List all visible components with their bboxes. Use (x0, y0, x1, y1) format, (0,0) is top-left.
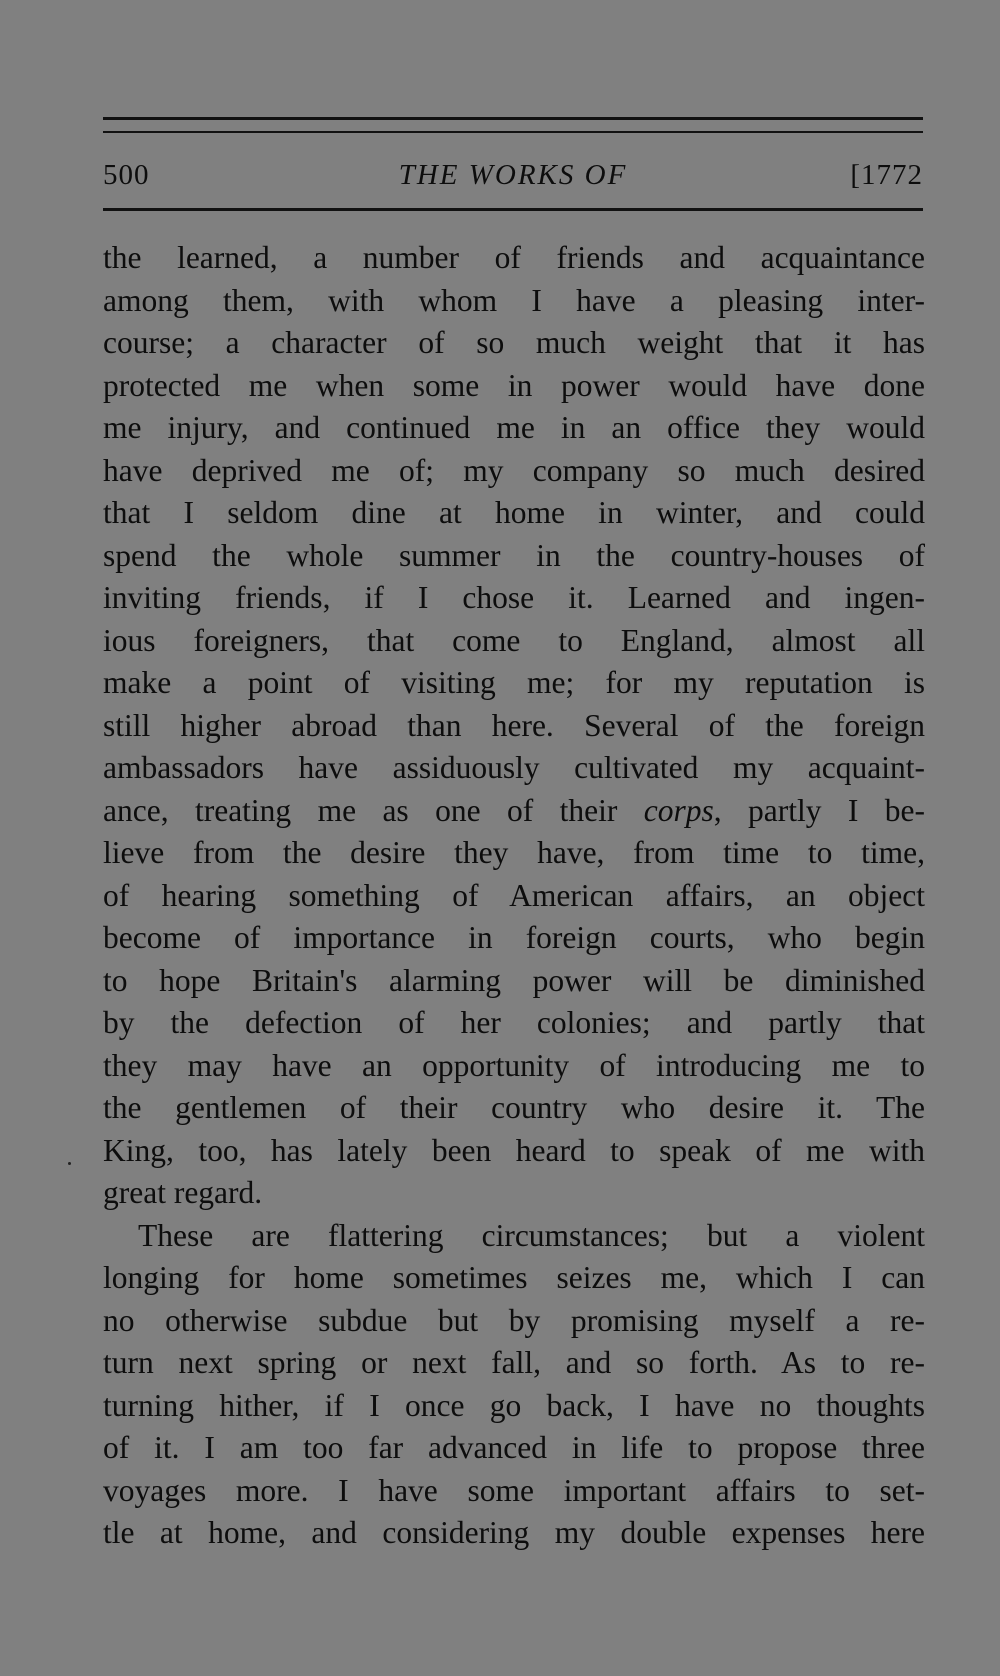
text-line: they may have an opportunity of introducing me to (103, 1047, 925, 1083)
text-line: These are flattering circumstances; but a violent (138, 1217, 925, 1253)
text-line: inviting friends, if I chose it. Learned and ingen- (103, 580, 925, 615)
running-head (103, 152, 923, 198)
margin-speck (68, 1162, 71, 1165)
text-line: among them, with whom I have a pleasing inter- (103, 282, 925, 318)
text-line: ambassadors have assiduously cultivated my acquaint- (103, 750, 925, 785)
text-line: to hope Britain's alarming power will be diminished (103, 962, 925, 998)
text-line: no otherwise subdue but by promising myself a re- (103, 1302, 925, 1338)
text-line: of it. I am too far advanced in life to propose three (103, 1430, 925, 1465)
text-line: me injury, and continued me in an office they would (103, 410, 925, 445)
text-line: tle at home, and considering my double expenses here (103, 1515, 925, 1550)
text-line: the gentlemen of their country who desire it. The (103, 1090, 925, 1125)
text-line: become of importance in foreign courts, who begin (103, 920, 925, 955)
text-line: of hearing something of American affairs, an object (103, 877, 925, 913)
text-line: the learned, a number of friends and acquaintance (103, 240, 925, 275)
text-line-with-italic (103, 790, 925, 833)
text-line: make a point of visiting me; for my reputation is (103, 665, 925, 700)
text-segment: ance, treating me as one of their (103, 792, 644, 828)
text-line: King, too, has lately been heard to speak of me with (103, 1132, 925, 1168)
running-date: [1772 (850, 159, 923, 191)
text-line: that I seldom dine at home in winter, and could (103, 495, 925, 530)
text-line: turning hither, if I once go back, I have no thoughts (103, 1387, 925, 1423)
body-text (103, 237, 925, 1555)
text-line: voyages more. I have some important affairs to set- (103, 1472, 925, 1508)
italic-word: corps (643, 792, 714, 828)
text-line: spend the whole summer in the country-houses of (103, 537, 925, 573)
text-line: still higher abroad than here. Several of the foreign (103, 707, 925, 743)
header-rule-top (103, 117, 923, 120)
text-line: by the defection of her colonies; and partly that (103, 1005, 925, 1040)
header-rule-second (103, 131, 923, 133)
text-line: great regard. (103, 1175, 263, 1210)
header-rule-bottom (103, 208, 923, 211)
text-line: protected me when some in power would have done (103, 367, 925, 403)
text-line: longing for home sometimes seizes me, which I can (103, 1260, 925, 1295)
text-segment: , partly I be- (713, 792, 925, 828)
text-line: ious foreigners, that come to England, almost all (103, 622, 925, 658)
text-line: have deprived me of; my company so much desired (103, 452, 925, 488)
text-line: course; a character of so much weight that it has (103, 325, 925, 360)
running-title: THE WORKS OF (398, 159, 628, 191)
page-number: 500 (103, 159, 150, 191)
text-line: lieve from the desire they have, from time to time, (103, 835, 925, 870)
text-line: turn next spring or next fall, and so forth. As to re- (103, 1345, 925, 1380)
